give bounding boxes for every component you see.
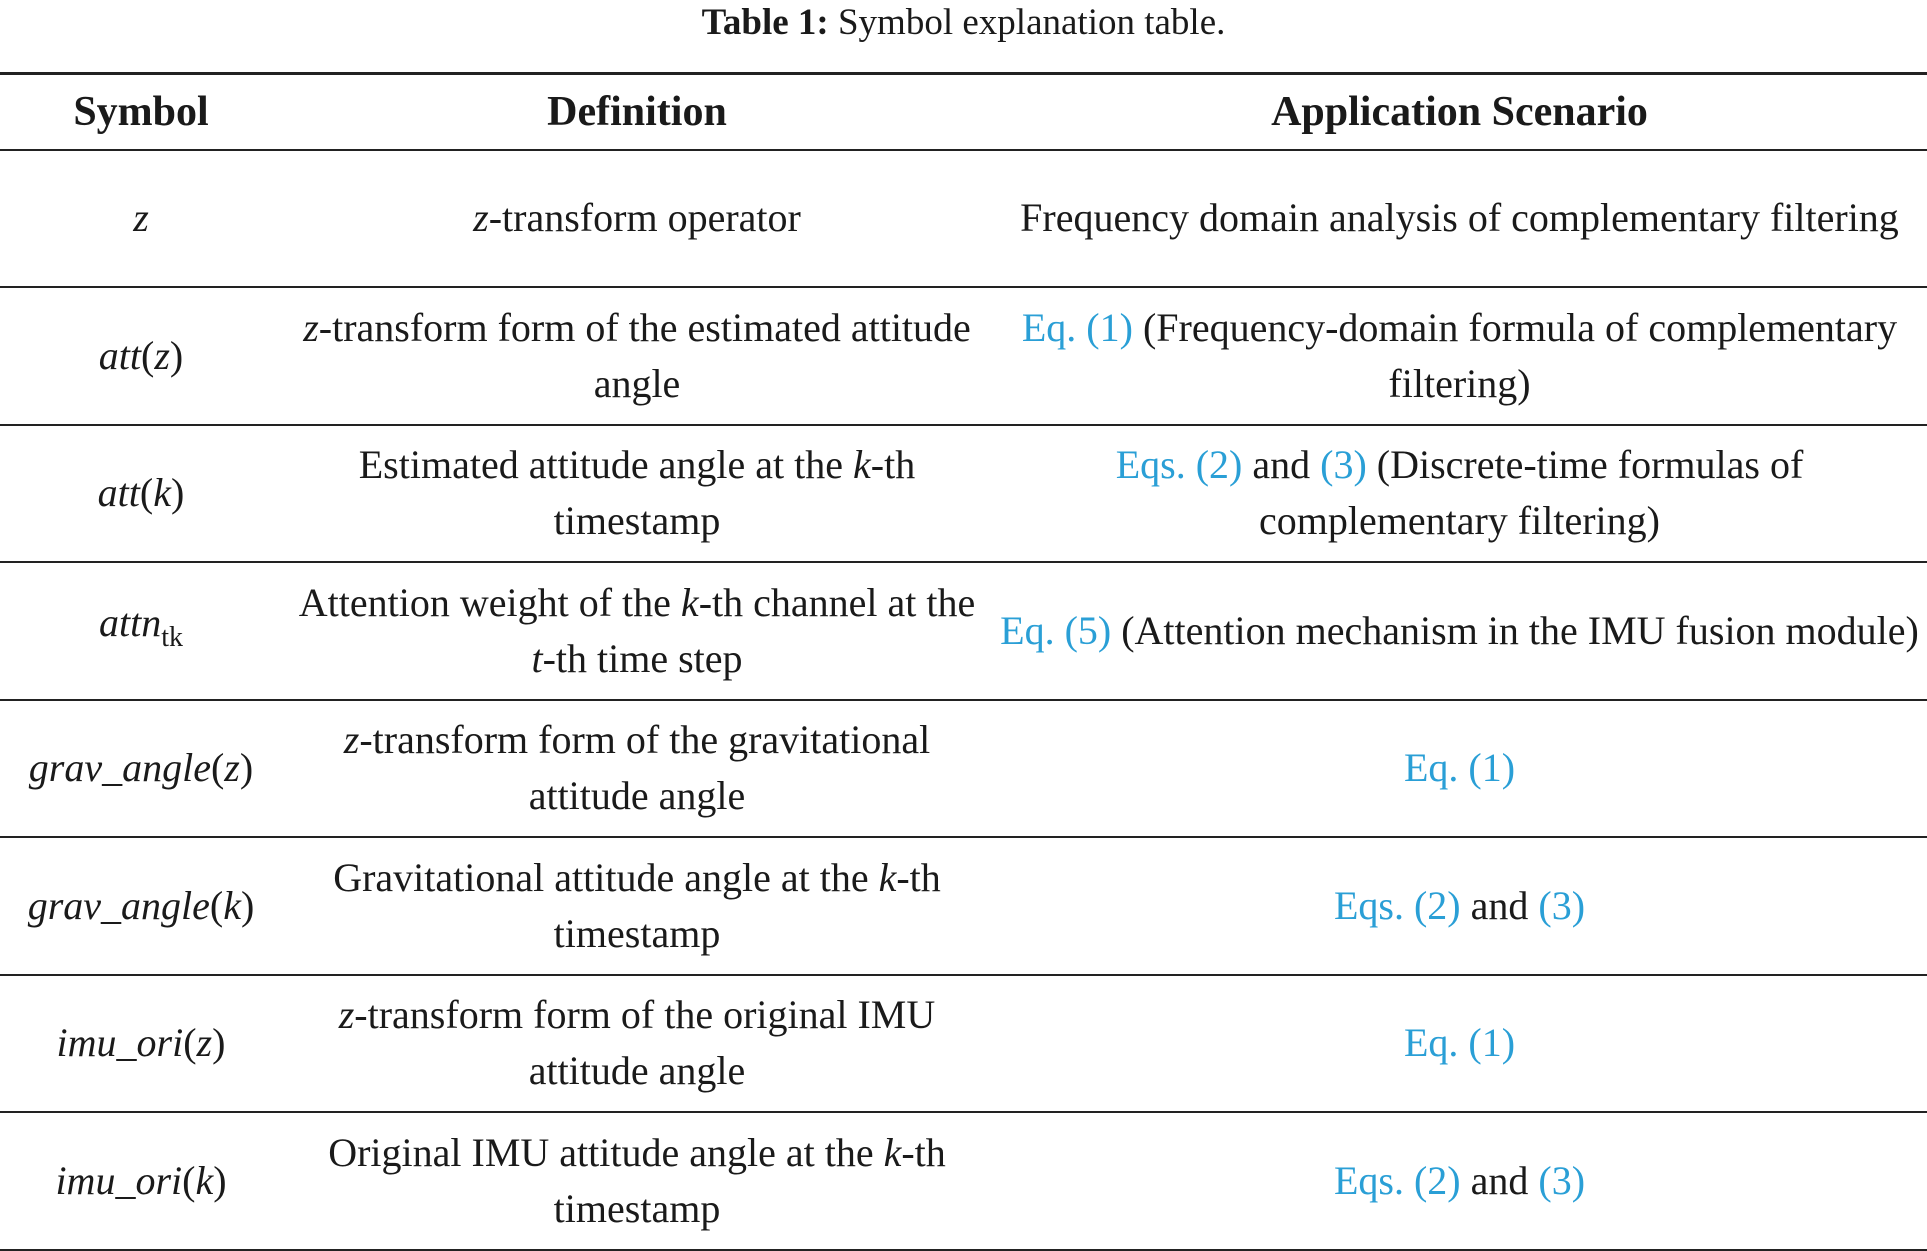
symbol-arg: k — [195, 1157, 214, 1203]
scenario-cell — [992, 562, 1927, 700]
scenario-cell — [992, 700, 1927, 838]
symbol-arg: z — [154, 332, 170, 378]
symbol-main: imu_ori — [56, 1020, 184, 1066]
definition-cell — [282, 425, 992, 563]
table-row — [0, 837, 1927, 975]
scenario-text: (Attention mechanism in the IMU fusion module) — [1111, 607, 1919, 653]
definition-post: -transform form of the original IMU attitude angle — [354, 992, 936, 1094]
symbol-cell — [0, 425, 282, 563]
symbol-main: att — [98, 332, 141, 378]
definition-variable: k — [883, 1129, 902, 1175]
symbol-subscript: tk — [161, 622, 183, 654]
symbol-arg: z — [224, 745, 240, 791]
table-row — [0, 1112, 1927, 1250]
definition-cell — [282, 150, 992, 288]
table-row — [0, 975, 1927, 1113]
definition-variable: k — [853, 442, 871, 488]
symbol-paren-close: ) — [239, 745, 254, 791]
symbol-cell — [0, 1112, 282, 1250]
definition-pre: Estimated attitude angle at the — [358, 442, 854, 488]
symbol-main: z — [133, 195, 149, 241]
symbol-paren-open: ( — [210, 745, 225, 791]
definition-pre: Gravitational attitude angle at the — [333, 854, 879, 900]
definition-post-2: -th time step — [542, 635, 743, 681]
symbol-paren-close: ) — [212, 1020, 226, 1066]
equation-link[interactable]: (3) — [1538, 1157, 1586, 1203]
definition-cell — [282, 562, 992, 700]
header-symbol: Symbol — [0, 74, 282, 150]
definition-cell — [282, 837, 992, 975]
symbol-cell — [0, 975, 282, 1113]
equation-link[interactable]: Eq. (5) — [1000, 607, 1112, 653]
table-caption — [0, 0, 1927, 45]
definition-cell — [282, 287, 992, 425]
definition-pre: Attention weight of the — [298, 579, 681, 625]
definition-variable: k — [680, 579, 699, 625]
symbol-arg: k — [223, 882, 241, 928]
definition-variable: z — [303, 304, 319, 350]
symbol-paren-close: ) — [171, 470, 185, 516]
definition-variable-2: t — [531, 635, 543, 681]
symbol-paren-open: ( — [182, 1157, 196, 1203]
equation-link[interactable]: Eq. (1) — [1021, 304, 1133, 350]
symbol-paren-close: ) — [169, 332, 184, 378]
definition-cell — [282, 700, 992, 838]
scenario-text: (Discrete-time formulas of complementary filtering) — [1259, 442, 1804, 544]
definition-post: -th channel at the — [698, 579, 976, 625]
symbol-cell — [0, 287, 282, 425]
symbol-paren-open: ( — [139, 470, 154, 516]
caption-text: Symbol explanation table. — [828, 2, 1226, 43]
definition-post: -th timestamp — [553, 1129, 946, 1231]
header-scenario: Application Scenario — [992, 74, 1927, 150]
symbol-arg: k — [153, 470, 171, 516]
scenario-cell — [992, 837, 1927, 975]
symbol-main: grav_angle — [28, 745, 211, 791]
table-row — [0, 287, 1927, 425]
table-row — [0, 562, 1927, 700]
symbol-table — [0, 72, 1927, 1251]
definition-variable: z — [473, 195, 489, 241]
table-body — [0, 150, 1927, 1250]
symbol-main: att — [97, 470, 140, 516]
definition-variable: z — [343, 717, 360, 763]
definition-post: -transform operator — [488, 195, 801, 241]
symbol-arg: z — [196, 1020, 213, 1066]
scenario-cell — [992, 1112, 1927, 1250]
definition-variable: k — [878, 854, 897, 900]
symbol-main: grav_angle — [27, 882, 210, 928]
symbol-cell — [0, 837, 282, 975]
definition-variable: z — [338, 992, 355, 1038]
definition-cell — [282, 1112, 992, 1250]
table-row — [0, 700, 1927, 838]
equation-link[interactable]: (3) — [1538, 882, 1586, 928]
scenario-connector: and — [1460, 882, 1539, 928]
equation-link[interactable]: Eqs. (2) — [1333, 1157, 1461, 1203]
symbol-paren-open: ( — [209, 882, 224, 928]
symbol-cell — [0, 150, 282, 288]
scenario-cell — [992, 150, 1927, 288]
scenario-text: Frequency domain analysis of complementary filtering — [1020, 195, 1899, 241]
definition-post: -transform form of the estimated attitude angle — [318, 304, 971, 406]
scenario-connector: and — [1242, 442, 1321, 488]
symbol-cell — [0, 700, 282, 838]
scenario-cell — [992, 425, 1927, 563]
definition-post: -th timestamp — [553, 854, 941, 956]
equation-link[interactable]: Eq. (1) — [1403, 1020, 1516, 1066]
symbol-main: attn — [98, 600, 162, 646]
symbol-paren-open: ( — [183, 1020, 197, 1066]
equation-link[interactable]: Eqs. (2) — [1333, 882, 1461, 928]
caption-label: Table 1: — [701, 2, 829, 43]
table-row — [0, 425, 1927, 563]
header-row — [0, 74, 1927, 150]
symbol-cell — [0, 562, 282, 700]
equation-link[interactable]: (3) — [1320, 442, 1367, 488]
definition-post: -transform form of the gravitational attitude angle — [359, 717, 931, 819]
equation-link[interactable]: Eqs. (2) — [1115, 442, 1243, 488]
symbol-paren-close: ) — [240, 882, 255, 928]
definition-cell — [282, 975, 992, 1113]
symbol-main: imu_ori — [55, 1157, 183, 1203]
scenario-cell — [992, 287, 1927, 425]
scenario-connector: and — [1460, 1157, 1539, 1203]
scenario-text: (Frequency-domain formula of complementary filtering) — [1132, 304, 1898, 406]
symbol-paren-close: ) — [213, 1157, 227, 1203]
header-definition: Definition — [282, 74, 992, 150]
scenario-cell — [992, 975, 1927, 1113]
definition-pre: Original IMU attitude angle at the — [328, 1129, 884, 1175]
definition-post: -th timestamp — [553, 442, 916, 544]
symbol-paren-open: ( — [141, 332, 155, 378]
equation-link[interactable]: Eq. (1) — [1403, 745, 1516, 791]
table-row — [0, 150, 1927, 288]
